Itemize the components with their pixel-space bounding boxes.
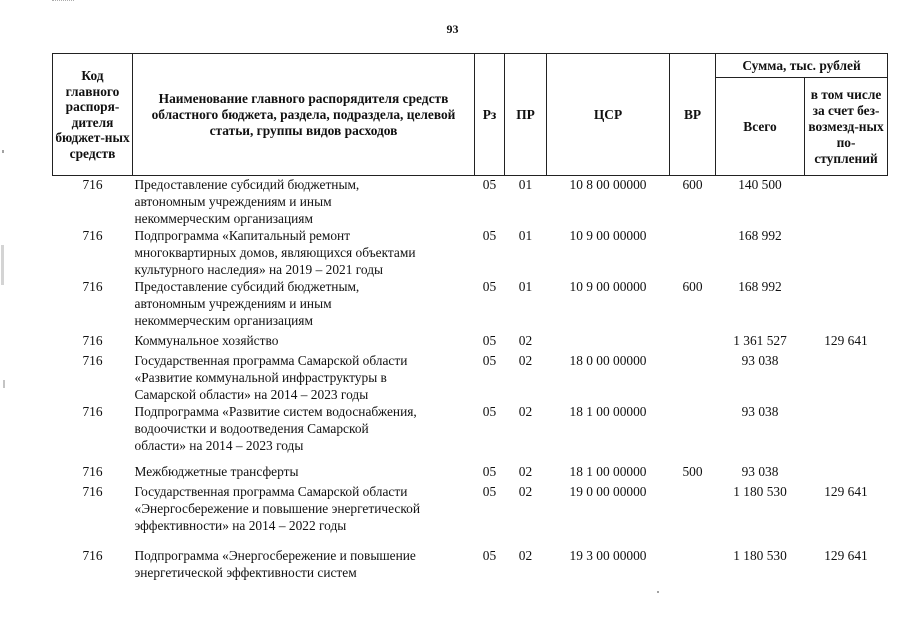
- cell-incl: [805, 278, 888, 332]
- cell-code: 716: [82, 333, 103, 348]
- cell-csr: 10 9 00 00000: [569, 228, 647, 243]
- table-row: [53, 463, 888, 483]
- table-row: [53, 483, 888, 547]
- cell-csr: [547, 332, 670, 352]
- cell-rz: 05: [482, 228, 497, 243]
- cell-pr: 02: [518, 404, 533, 419]
- cell-total: 93 038: [741, 353, 779, 368]
- cell-csr: 18 1 00 00000: [569, 464, 647, 479]
- cell-vr: [670, 227, 716, 278]
- cell-total: 168 992: [738, 279, 782, 294]
- table-row: [53, 403, 888, 463]
- cell-total: 140 500: [738, 177, 782, 192]
- cell-code: 716: [82, 177, 103, 192]
- header-vr: ВР: [670, 54, 716, 176]
- cell-pr: 01: [518, 279, 533, 294]
- cell-name: Подпрограмма «Капитальный ремонт многоквартирных домов, являющихся объектами культурного наследия» на 2019 – 2021 годы: [134, 228, 416, 277]
- cell-incl: [805, 463, 888, 483]
- cell-name: Предоставление субсидий бюджетным, автономным учреждениям и иным некоммерческим организациям: [134, 177, 360, 226]
- cell-csr: 10 8 00 00000: [569, 177, 647, 192]
- header-code: Код главного распоря-дителя бюджет-ных средств: [53, 54, 133, 176]
- cell-incl: [805, 403, 888, 463]
- cell-total: 168 992: [738, 228, 782, 243]
- cell-total: 93 038: [741, 404, 779, 419]
- cell-name: Государственная программа Самарской области «Энергосбережение и повышение энергетической эффективности» на 2014 – 2022 годы: [134, 484, 421, 533]
- cell-code: 716: [82, 279, 103, 294]
- cell-incl: 129 641: [824, 548, 868, 563]
- scan-speck: [3, 380, 5, 388]
- cell-pr: 02: [518, 464, 533, 479]
- page-number: 93: [446, 22, 459, 36]
- cell-vr: [670, 403, 716, 463]
- table-row: [53, 547, 888, 581]
- table-row: [53, 352, 888, 403]
- cell-name: Межбюджетные трансферты: [134, 464, 299, 479]
- cell-code: 716: [82, 548, 103, 563]
- cell-vr: [670, 547, 716, 581]
- cell-rz: 05: [482, 464, 497, 479]
- cell-vr: 600: [682, 177, 703, 192]
- cell-csr: 19 0 00 00000: [569, 484, 647, 499]
- header-name: Наименование главного распорядителя средств областного бюджета, раздела, подраздела, целевой статьи, группы видов расходов: [133, 54, 475, 176]
- cell-name: Предоставление субсидий бюджетным, автономным учреждениям и иным некоммерческим организациям: [134, 279, 360, 328]
- cell-csr: 18 0 00 00000: [569, 353, 647, 368]
- scan-speck: [2, 150, 4, 153]
- cell-pr: 02: [518, 484, 533, 499]
- cell-pr: 02: [518, 333, 533, 348]
- header-pr: ПР: [505, 54, 547, 176]
- cell-pr: 01: [518, 177, 533, 192]
- cell-code: 716: [82, 353, 103, 368]
- cell-total: 1 361 527: [733, 333, 787, 348]
- cell-vr: [670, 332, 716, 352]
- cell-rz: 05: [482, 484, 497, 499]
- table-row: [53, 176, 888, 228]
- table-row: [53, 278, 888, 332]
- budget-table: [52, 53, 888, 581]
- scan-speck: [657, 591, 659, 593]
- cell-name: Государственная программа Самарской области «Развитие коммунальной инфраструктуры в Самарской области» на 2014 – 2023 годы: [134, 353, 408, 402]
- cell-code: 716: [82, 404, 103, 419]
- header-rz: Рз: [475, 54, 505, 176]
- cell-incl: [805, 227, 888, 278]
- cell-pr: 01: [518, 228, 533, 243]
- cell-csr: 18 1 00 00000: [569, 404, 647, 419]
- cell-incl: 129 641: [824, 484, 868, 499]
- cell-pr: 02: [518, 548, 533, 563]
- cell-rz: 05: [482, 333, 497, 348]
- cell-incl: [805, 176, 888, 228]
- scan-speck: [1, 245, 4, 285]
- cell-incl: 129 641: [824, 333, 868, 348]
- cell-vr: 600: [682, 279, 703, 294]
- cell-rz: 05: [482, 353, 497, 368]
- header-sum: Сумма, тыс. рублей: [716, 54, 888, 78]
- table-row: [53, 332, 888, 352]
- cell-vr: [670, 483, 716, 547]
- cell-total: 1 180 530: [733, 548, 787, 563]
- cell-csr: 10 9 00 00000: [569, 279, 647, 294]
- header-csr: ЦСР: [547, 54, 670, 176]
- table-row: [53, 227, 888, 278]
- cell-incl: [805, 352, 888, 403]
- cell-vr: [670, 352, 716, 403]
- header-incl: в том числе за счет без-возмезд-ных по-ступлений: [805, 78, 888, 176]
- cell-total: 93 038: [741, 464, 779, 479]
- scan-corner-mark: [52, 0, 74, 4]
- cell-rz: 05: [482, 177, 497, 192]
- cell-pr: 02: [518, 353, 533, 368]
- cell-code: 716: [82, 228, 103, 243]
- cell-rz: 05: [482, 548, 497, 563]
- cell-name: Коммунальное хозяйство: [134, 333, 279, 348]
- cell-total: 1 180 530: [733, 484, 787, 499]
- cell-code: 716: [82, 464, 103, 479]
- cell-rz: 05: [482, 404, 497, 419]
- cell-csr: 19 3 00 00000: [569, 548, 647, 563]
- cell-vr: 500: [682, 464, 703, 479]
- cell-name: Подпрограмма «Энергосбережение и повышение энергетической эффективности систем: [134, 548, 416, 580]
- cell-name: Подпрограмма «Развитие систем водоснабжения, водоочистки и водоотведения Самарской области» на 2014 – 2023 годы: [134, 404, 417, 453]
- cell-code: 716: [82, 484, 103, 499]
- cell-rz: 05: [482, 279, 497, 294]
- header-total: Всего: [716, 78, 805, 176]
